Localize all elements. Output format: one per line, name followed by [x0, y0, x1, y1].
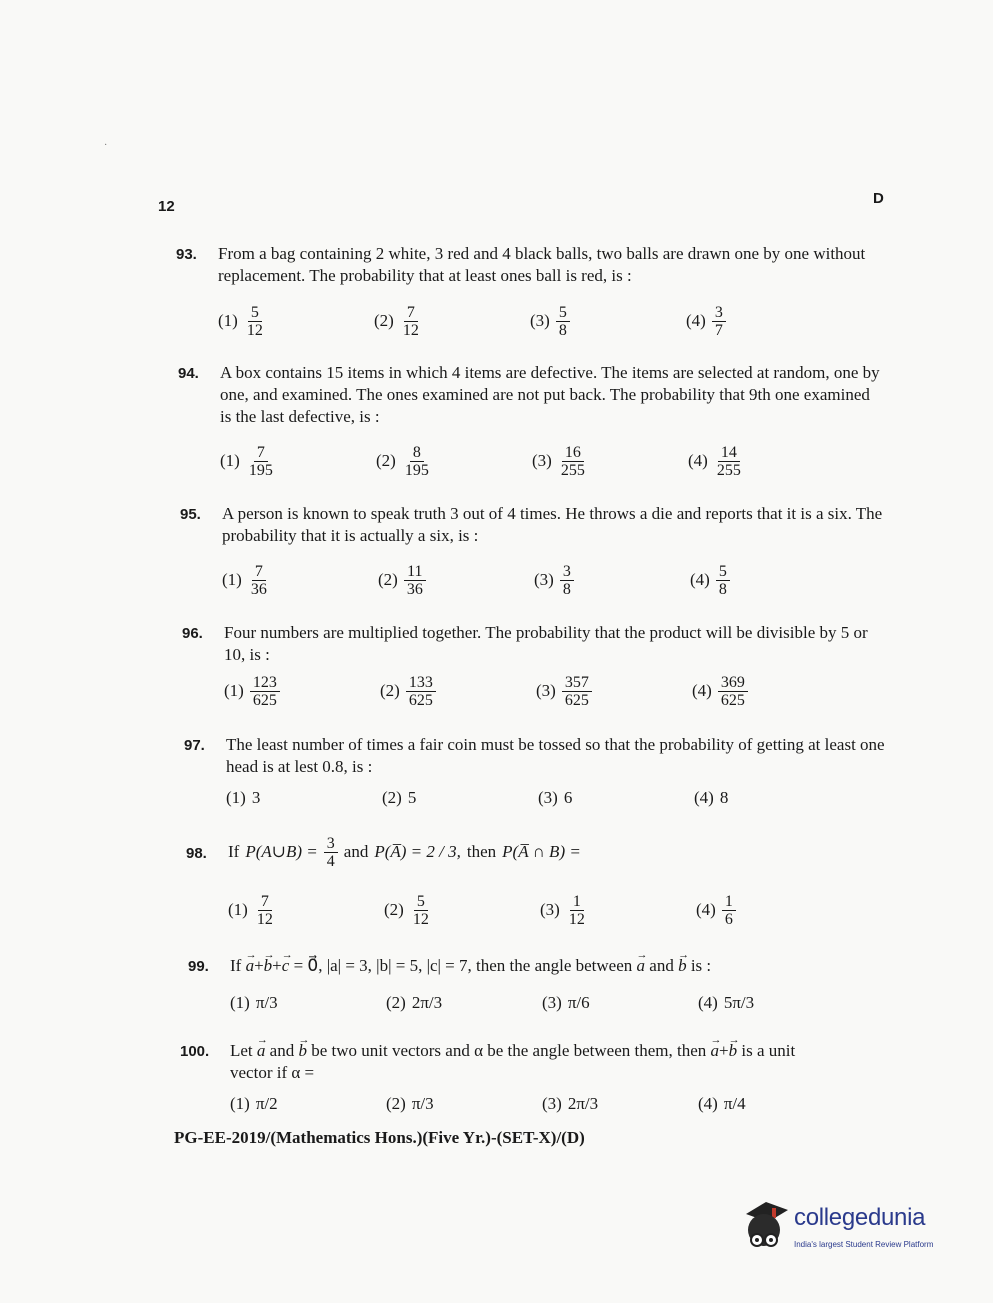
option-1[interactable]: (1) $\frac{7}{195}$	[220, 436, 276, 486]
question-text: A person is known to speak truth 3 out of 4 times. He throws a die and reports that it is a six. The probability that it is actually a six, is :	[222, 504, 883, 545]
option-2[interactable]: (2) $\frac{133}{625}$	[380, 666, 436, 716]
fraction: $\frac{7}{36}$	[250, 562, 267, 598]
option-2[interactable]: (2) π/3	[386, 1094, 434, 1113]
question-number: 97.	[184, 737, 205, 754]
question-text: Four numbers are multiplied together. The probability that the product will be divisible by 5 or 10, is :	[224, 623, 868, 664]
option-1[interactable]: (1) $\frac{7}{12}$	[228, 885, 276, 935]
options	[224, 666, 904, 716]
options	[220, 436, 900, 486]
question-number: 98.	[186, 845, 207, 862]
mascot-icon	[738, 1196, 794, 1256]
fraction: $\frac{5}{12}$	[246, 303, 263, 339]
set-code: D	[873, 190, 884, 207]
option-4[interactable]: (4) $\frac{1}{6}$	[696, 885, 736, 935]
options	[226, 786, 906, 810]
question-number: 99.	[188, 958, 209, 975]
option-1[interactable]: (1) $\frac{5}{12}$	[218, 296, 266, 346]
question-text: If P(A∪B) = $\frac{3}{4}$ and P(A̅) = 2 / 3, then P(A̅ ∩ B) =	[228, 834, 581, 870]
option-1[interactable]: (1) $\frac{7}{36}$	[222, 555, 270, 605]
option-4[interactable]: (4) 5π/3	[698, 993, 755, 1012]
question-text: A box contains 15 items in which 4 items are defective. The items are selected at random, one by one, and examined. The ones examined are not put back. The probability that 9th one examined is the last defective, is :	[220, 363, 880, 426]
fraction: $\frac{1}{12}$	[568, 892, 585, 928]
question-number: 94.	[178, 365, 199, 382]
option-1[interactable]: (1) π/2	[230, 1094, 278, 1113]
option-1[interactable]: (1) π/3	[230, 993, 278, 1012]
option-3[interactable]: (3) 2π/3	[542, 1094, 599, 1113]
fraction: $\frac{3}{8}$	[560, 563, 574, 598]
question-text: Let → a and → b be two unit vectors and α be the angle between them, then → a+→ b is a unit vector if α =	[230, 1040, 910, 1084]
fraction: $\frac{16}{255}$	[560, 443, 585, 479]
option-1[interactable]: (1) $\frac{123}{625}$	[224, 666, 280, 716]
fraction: $\frac{3}{4}$	[324, 835, 338, 870]
fraction: $\frac{14}{255}$	[716, 443, 741, 479]
fraction: $\frac{7}{195}$	[248, 443, 273, 479]
logo-wordmark: collegedunia	[794, 1204, 926, 1231]
option-2[interactable]: (2) $\frac{11}{36}$	[378, 555, 426, 605]
options	[228, 885, 908, 935]
option-3[interactable]: (3) $\frac{3}{8}$	[534, 555, 574, 605]
option-1[interactable]: (1) 3	[226, 788, 261, 807]
option-4[interactable]: (4) π/4	[698, 1094, 746, 1113]
option-4[interactable]: (4) $\frac{369}{625}$	[692, 666, 748, 716]
question-number: 100.	[180, 1043, 210, 1060]
fraction: $\frac{5}{12}$	[412, 892, 429, 928]
fraction: $\frac{5}{8}$	[716, 563, 730, 598]
options	[230, 1092, 910, 1116]
collegedunia-logo[interactable]	[738, 1196, 968, 1260]
option-4[interactable]: (4) $\frac{5}{8}$	[690, 555, 730, 605]
question-number: 96.	[182, 625, 203, 642]
fraction: $\frac{3}{7}$	[712, 304, 726, 339]
option-3[interactable]: (3) $\frac{5}{8}$	[530, 296, 570, 346]
options	[222, 555, 902, 605]
option-2[interactable]: (2) 5	[382, 788, 417, 807]
fraction: $\frac{7}{12}$	[256, 892, 273, 928]
option-2[interactable]: (2) $\frac{5}{12}$	[384, 885, 432, 935]
option-4[interactable]: (4) $\frac{14}{255}$	[688, 436, 744, 486]
option-3[interactable]: (3) $\frac{1}{12}$	[540, 885, 588, 935]
option-2[interactable]: (2) $\frac{7}{12}$	[374, 296, 422, 346]
question-text: From a bag containing 2 white, 3 red and 4 black balls, two balls are drawn one by one without replacement. The probability that at least ones ball is red, is :	[218, 244, 866, 285]
question-number: 95.	[180, 506, 201, 523]
fraction: $\frac{133}{625}$	[406, 674, 436, 709]
option-3[interactable]: (3) π/6	[542, 993, 590, 1012]
fraction: $\frac{8}{195}$	[404, 443, 429, 479]
option-2[interactable]: (2) $\frac{8}{195}$	[376, 436, 432, 486]
page-number: 12	[158, 198, 175, 215]
options	[218, 296, 898, 346]
fraction: $\frac{7}{12}$	[402, 303, 419, 339]
footer-code: PG-EE-2019/(Mathematics Hons.)(Five Yr.)-(SET-X)/(D)	[174, 1128, 585, 1147]
fraction: $\frac{123}{625}$	[250, 674, 280, 709]
fraction: $\frac{1}{6}$	[722, 893, 736, 928]
question-text: If → a+→ b+→ c = 0⃗, |a| = 3, |b| = 5, |c| = 7, then the angle between → a and → b is :	[230, 955, 895, 977]
fraction: $\frac{369}{625}$	[718, 674, 748, 709]
question-text: The least number of times a fair coin must be tossed so that the probability of getting at least one head is at lest 0.8, is :	[226, 735, 885, 776]
option-4[interactable]: (4) 8	[694, 788, 729, 807]
logo-tagline: India's largest Student Review Platform	[794, 1240, 934, 1249]
option-3[interactable]: (3) 6	[538, 788, 573, 807]
option-4[interactable]: (4) $\frac{3}{7}$	[686, 296, 726, 346]
question-number: 93.	[176, 246, 197, 263]
options	[230, 991, 910, 1015]
option-3[interactable]: (3) $\frac{16}{255}$	[532, 436, 588, 486]
fraction: $\frac{11}{36}$	[404, 563, 426, 598]
option-2[interactable]: (2) 2π/3	[386, 993, 443, 1012]
fraction: $\frac{5}{8}$	[556, 304, 570, 339]
fraction: $\frac{357}{625}$	[562, 674, 592, 709]
option-3[interactable]: (3) $\frac{357}{625}$	[536, 666, 592, 716]
scan-mark: ·	[104, 140, 108, 151]
